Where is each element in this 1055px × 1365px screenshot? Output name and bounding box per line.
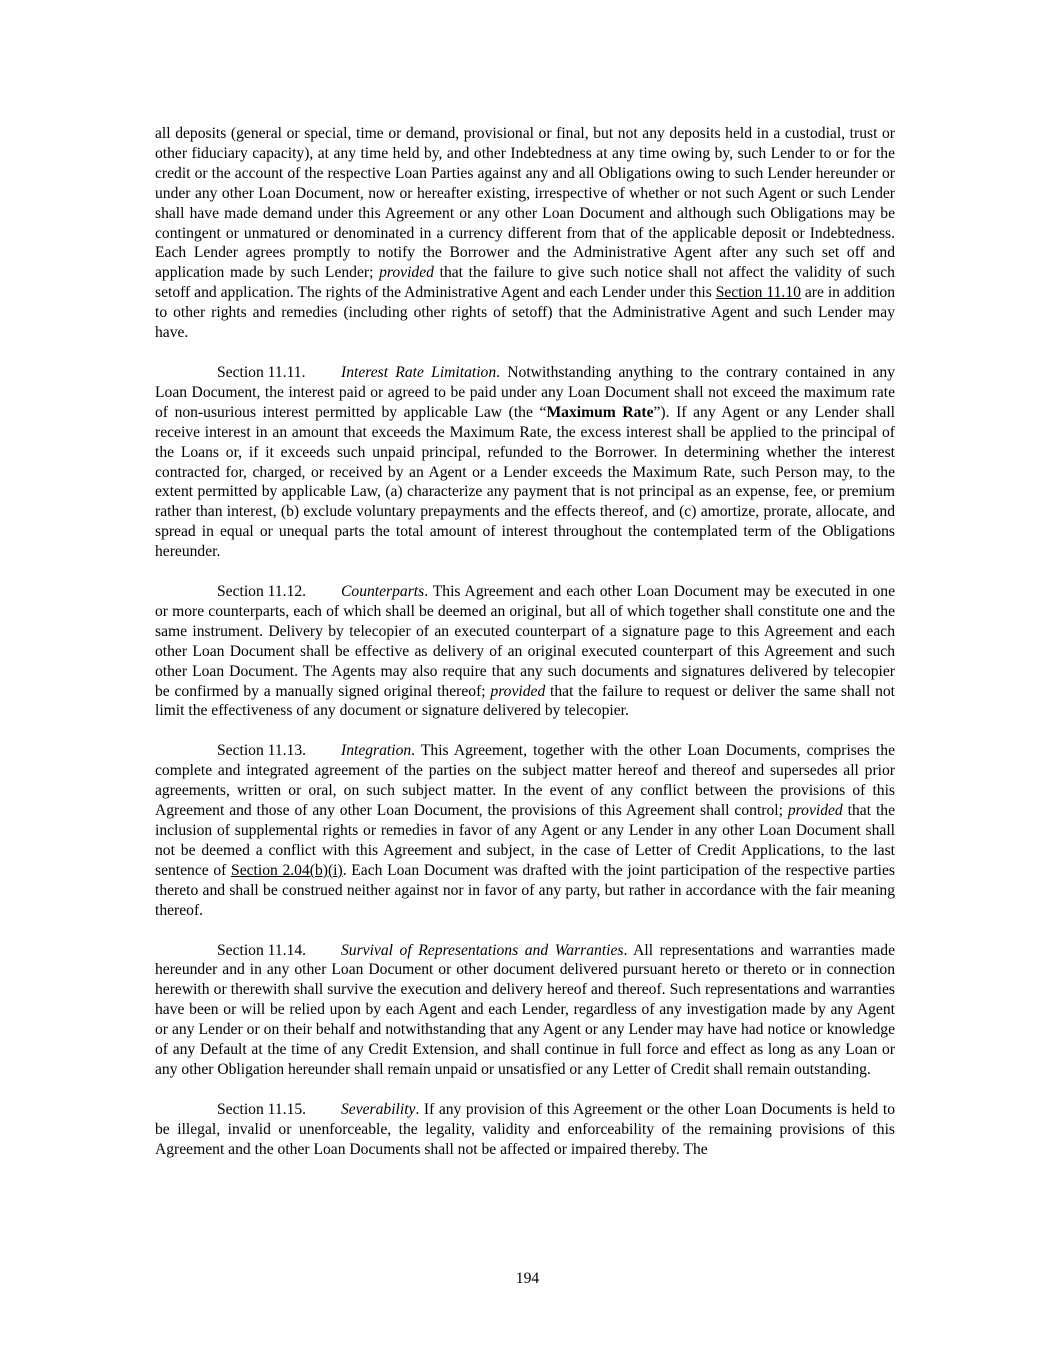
text: . This Agreement, together with the other Loan Documents, comprises the complete and integrated agreement of the parties on the subject matter hereof and thereof and supersedes all prior agreements, written or oral, on such subject matter. In the event of any conflict between the provisions of this Agreement and those of any other Loan Document, the provisions of this Agreement shall control;	[155, 742, 895, 820]
text: are in addition to other rights and remedies (including other rights of setoff) that the Administrative Agent and such Lender may have.	[155, 284, 895, 342]
section-number: Section 11.13.	[217, 742, 307, 760]
text: all deposits (general or special, time or demand, provisional or final, but not any deposits held in a custodial, trust or other fiduciary capacity), at any time held by, and other Indebtedness at any time owing by, such Lender to or for the credit or the account of the respective Loan Parties against any and all Obligations owing to such Lender hereunder or under any other Loan Document, now or hereafter existing, irrespective of whether or not such Agent or such Lender shall have made demand under this Agreement or any other Loan Document and although such Obligations may be contingent or unmatured or denominated in a currency different from that of the applicable deposit or Indebtedness. Each Lender agrees promptly to notify the Borrower and the Administrative Agent after any such set off and application made by such Lender;	[155, 125, 895, 282]
document-page	[155, 124, 895, 1180]
section-title: Interest Rate Limitation	[341, 363, 497, 381]
provided-term: provided	[490, 682, 546, 700]
section-title: Severability	[341, 1100, 416, 1118]
section-number: Section 11.12.	[217, 583, 307, 601]
provided-term: provided	[787, 802, 843, 820]
text: that the inclusion of supplemental rights or remedies in favor of any Agent or any Lender in any other Loan Document shall not be deemed a conflict with this Agreement and subject, in the case of Letter of Credit Applications, to the last sentence of	[155, 802, 895, 879]
text: . All representations and warranties made hereunder and in any other Loan Document or other document delivered pursuant hereto or thereto or in connection herewith or therewith shall survive the execution and delivery hereof and thereof. Such representations and warranties have been or will be relied upon by each Agent and each Lender, regardless of any investigation made by any Agent or any Lender or on their behalf and notwithstanding that any Agent or any Lender may have had notice or knowledge of any Default at the time of any Credit Extension, and shall continue in full force and effect as long as any Loan or any other Obligation hereunder shall remain unpaid or unsatisfied or any Letter of Credit shall remain outstanding.	[155, 941, 896, 1078]
text: ”). If any Agent or any Lender shall receive interest in an amount that exceeds the Maximum Rate, the excess interest shall be applied to the principal of the Loans or, if it exceeds such unpaid principal, refunded to the Borrower. In determining whether the interest contracted for, charged, or received by an Agent or a Lender exceeds the Maximum Rate, such Person may, to the extent permitted by applicable Law, (a) characterize any payment that is not principal as an expense, fee, or premium rather than interest, (b) exclude voluntary prepayments and the effects thereof, and (c) amortize, prorate, allocate, and spread in equal or unequal parts the total amount of interest throughout the contemplated term of the Obligations hereunder.	[155, 403, 895, 561]
section-11-11	[155, 363, 895, 562]
provided-term: provided	[379, 264, 434, 282]
section-number: Section 11.15.	[217, 1100, 307, 1118]
section-reference-link[interactable]: Section 2.04(b)(i)	[231, 861, 343, 879]
text: . If any provision of this Agreement or the other Loan Documents is held to be illegal, invalid or unenforceable, the legality, validity and enforceability of the remaining provisions of this Agreement and the other Loan Documents shall not be affected or impaired thereby. The	[155, 1100, 895, 1158]
section-11-12	[155, 582, 895, 721]
section-11-15	[155, 1100, 895, 1160]
section-title: Counterparts	[341, 583, 425, 601]
section-title: Integration	[341, 742, 412, 760]
text: . Each Loan Document was drafted with the joint participation of the respective parties thereto and shall be construed neither against nor in favor of any party, but rather in accordance with the fair meaning thereof.	[155, 861, 895, 919]
text: . This Agreement and each other Loan Document may be executed in one or more counterparts, each of which shall be deemed an original, but all of which together shall constitute one and the same instrument. Delivery by telecopier of an executed counterpart of a signature page to this Agreement and each other Loan Document shall be effective as delivery of an original executed counterpart of this Agreement and such other Loan Document. The Agents may also require that any such documents and signatures delivered by telecopier be confirmed by a manually signed original thereof;	[155, 583, 895, 700]
section-11-14	[155, 941, 895, 1080]
section-11-13	[155, 741, 895, 920]
text: that the failure to request or deliver the same shall not limit the effectiveness of any document or signature delivered by telecopier.	[155, 682, 896, 720]
section-number: Section 11.11.	[217, 363, 306, 381]
section-title: Survival of Representations and Warranties	[341, 941, 624, 959]
section-number: Section 11.14.	[217, 941, 307, 959]
section-reference-link[interactable]: Section 11.10	[715, 284, 801, 302]
text: . Notwithstanding anything to the contrary contained in any Loan Document, the interest paid or agreed to be paid under any Loan Document shall not exceed the maximum rate of non-usurious interest permitted by applicable Law (the “	[155, 363, 895, 421]
defined-term: Maximum Rate	[546, 403, 654, 421]
page-number: 194	[515, 1270, 540, 1287]
paragraph-setoff-continuation	[155, 124, 895, 343]
text: that the failure to give such notice shall not affect the validity of such setoff and application. The rights of the Administrative Agent and each Lender under this	[155, 264, 895, 302]
